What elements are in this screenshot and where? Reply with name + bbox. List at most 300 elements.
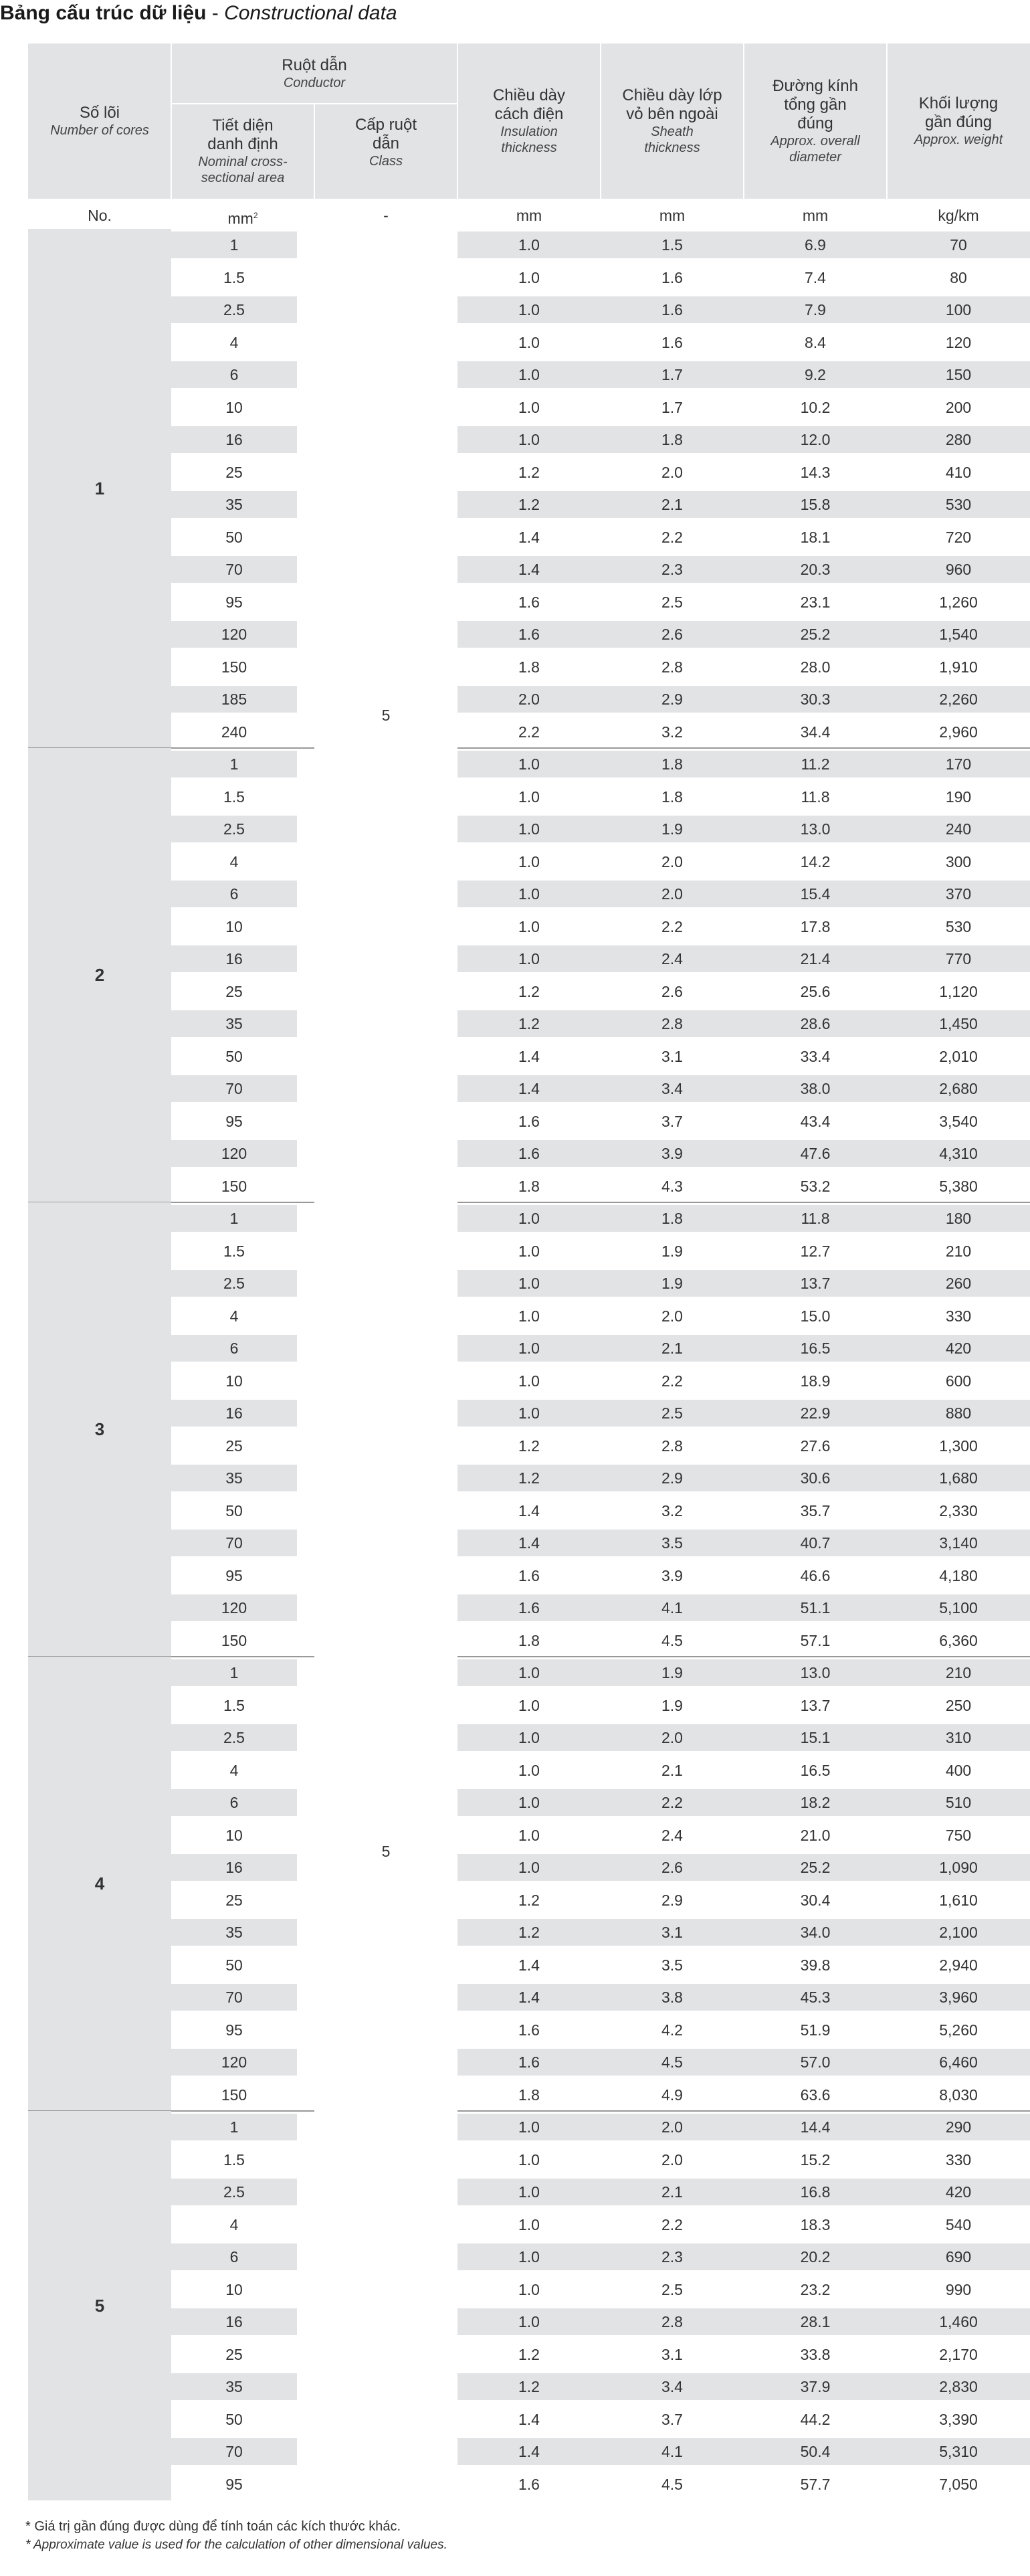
cell-sheath: 3.4: [661, 1080, 683, 1098]
cell-diameter: 20.3: [800, 561, 831, 579]
cell-insulation: 1.4: [518, 561, 540, 579]
conductor-class-label: 5: [381, 1843, 391, 1860]
cell-sheath: 3.1: [661, 1047, 683, 1065]
cell-diameter: 51.1: [800, 1599, 831, 1617]
cell-sheath: 3.5: [661, 1534, 683, 1552]
cell-area: 2.5: [223, 820, 245, 838]
cell-weight: 410: [945, 463, 972, 481]
cell-area: 25: [225, 463, 243, 481]
table-row: [28, 1303, 1030, 1329]
table-row: [28, 784, 1030, 810]
cell-sheath: 1.7: [661, 398, 683, 416]
cell-diameter: 15.4: [800, 885, 831, 903]
group-divider: [457, 1202, 1030, 1203]
cell-area: 50: [225, 1047, 243, 1065]
cell-sheath: 2.1: [661, 496, 683, 514]
table-row: [28, 2146, 1030, 2173]
header-divider: [314, 104, 315, 199]
cell-diameter: 16.5: [800, 1340, 831, 1358]
cell-diameter: 53.2: [800, 1177, 831, 1195]
cell-sheath: 3.5: [661, 1956, 683, 1974]
cell-diameter: 13.7: [800, 1696, 831, 1714]
cell-weight: 6,360: [939, 1631, 978, 1649]
cell-diameter: 47.6: [800, 1145, 831, 1163]
table-row: [28, 1757, 1030, 1784]
table-row: [28, 491, 1030, 518]
unit-area-text: mm: [227, 209, 253, 227]
cell-weight: 2,330: [939, 1501, 978, 1520]
cell-insulation: 1.0: [518, 1242, 540, 1260]
cell-weight: 3,140: [939, 1534, 978, 1552]
cell-insulation: 1.0: [518, 788, 540, 806]
title-english: Constructional data: [224, 2, 397, 24]
cell-area: 16: [225, 2313, 243, 2331]
cell-area: 10: [225, 917, 243, 935]
table-body: [28, 229, 1030, 2500]
table-row: [28, 2471, 1030, 2498]
cell-area: 6: [229, 1794, 239, 1812]
cell-sheath: 1.9: [661, 1664, 683, 1682]
cell-sheath: 3.1: [661, 1924, 683, 1942]
cell-weight: 200: [945, 398, 972, 416]
table-row: [28, 394, 1030, 421]
cell-insulation: 1.0: [518, 917, 540, 935]
group-divider: [457, 747, 1030, 749]
cell-weight: 210: [945, 1242, 972, 1260]
table-row: [28, 1140, 1030, 1167]
table-row: [28, 1952, 1030, 1979]
cell-area: 95: [225, 593, 243, 611]
table-row: [28, 426, 1030, 453]
table-row: [28, 361, 1030, 388]
cell-area: 6: [229, 366, 239, 384]
cell-sheath: 2.0: [661, 463, 683, 481]
cell-sheath: 2.6: [661, 626, 683, 644]
cell-area: 50: [225, 2410, 243, 2428]
cell-insulation: 1.4: [518, 1534, 540, 1552]
cell-weight: 4,180: [939, 1566, 978, 1584]
cell-weight: 280: [945, 431, 972, 449]
cell-sheath: 1.8: [661, 755, 683, 773]
cell-weight: 80: [950, 268, 967, 286]
cell-sheath: 1.5: [661, 236, 683, 254]
cell-diameter: 13.7: [800, 1275, 831, 1293]
cell-sheath: 1.9: [661, 820, 683, 838]
cell-diameter: 50.4: [800, 2443, 831, 2461]
table-row: [28, 2179, 1030, 2205]
table-row: [28, 1530, 1030, 1556]
header-sheath-en: Sheath thickness: [644, 124, 700, 155]
cell-area: 16: [225, 431, 243, 449]
unit-diameter: mm: [802, 207, 829, 224]
cell-area: 16: [225, 1859, 243, 1877]
cell-area: 10: [225, 398, 243, 416]
table-row: [28, 1270, 1030, 1297]
cell-insulation: 1.0: [518, 755, 540, 773]
cell-sheath: 3.2: [661, 1501, 683, 1520]
cell-insulation: 1.0: [518, 1794, 540, 1812]
cell-weight: 530: [945, 917, 972, 935]
cell-weight: 2,830: [939, 2378, 978, 2396]
cell-sheath: 2.9: [661, 1469, 683, 1487]
cell-sheath: 2.5: [661, 2280, 683, 2298]
cell-area: 1: [229, 755, 239, 773]
cell-diameter: 20.2: [800, 2248, 831, 2266]
cell-sheath: 1.7: [661, 366, 683, 384]
cell-weight: 5,100: [939, 1599, 978, 1617]
table-row: [28, 816, 1030, 842]
cell-area: 1.5: [223, 2150, 245, 2169]
cell-insulation: 1.6: [518, 593, 540, 611]
cell-weight: 750: [945, 1826, 972, 1844]
table-row: [28, 2276, 1030, 2303]
cell-insulation: 1.0: [518, 2248, 540, 2266]
cell-area: 70: [225, 1989, 243, 2007]
cell-diameter: 16.8: [800, 2183, 831, 2201]
cell-insulation: 1.0: [518, 820, 540, 838]
cell-sheath: 3.8: [661, 1989, 683, 2007]
cell-weight: 690: [945, 2248, 972, 2266]
cell-area: 2.5: [223, 301, 245, 319]
cell-weight: 3,540: [939, 1112, 978, 1130]
cell-area: 16: [225, 1404, 243, 1422]
cell-area: 10: [225, 2280, 243, 2298]
unit-insulation: mm: [516, 207, 542, 224]
cell-diameter: 23.1: [800, 593, 831, 611]
cell-weight: 300: [945, 852, 972, 870]
cell-sheath: 1.8: [661, 431, 683, 449]
cell-sheath: 4.1: [661, 2443, 683, 2461]
cell-weight: 400: [945, 1761, 972, 1779]
cell-sheath: 2.8: [661, 2313, 683, 2331]
cell-area: 1: [229, 236, 239, 254]
cell-area: 70: [225, 1080, 243, 1098]
table-row: [28, 848, 1030, 875]
cell-sheath: 2.2: [661, 2215, 683, 2233]
table-row: [28, 719, 1030, 745]
table-row: [28, 329, 1030, 356]
cell-sheath: 4.9: [661, 2086, 683, 2104]
cell-area: 35: [225, 1924, 243, 1942]
cell-diameter: 15.2: [800, 2150, 831, 2169]
cell-area: 10: [225, 1372, 243, 1390]
cell-insulation: 1.6: [518, 1599, 540, 1617]
cell-sheath: 2.2: [661, 528, 683, 546]
cell-area: 120: [221, 626, 247, 644]
cell-sheath: 2.0: [661, 885, 683, 903]
cell-diameter: 17.8: [800, 917, 831, 935]
cell-area: 150: [221, 2086, 247, 2104]
cell-sheath: 2.0: [661, 1307, 683, 1325]
cell-sheath: 2.4: [661, 950, 683, 968]
cell-sheath: 4.3: [661, 1177, 683, 1195]
cell-sheath: 4.2: [661, 2021, 683, 2039]
cell-diameter: 44.2: [800, 2410, 831, 2428]
cell-sheath: 2.8: [661, 658, 683, 676]
header-conductor-vi: Ruột dẫn: [282, 56, 347, 74]
cell-diameter: 57.0: [800, 2053, 831, 2072]
cell-insulation: 1.6: [518, 2475, 540, 2493]
cell-area: 120: [221, 1145, 247, 1163]
cell-weight: 1,450: [939, 1015, 978, 1033]
cell-weight: 2,680: [939, 1080, 978, 1098]
cell-diameter: 12.0: [800, 431, 831, 449]
cell-area: 150: [221, 1177, 247, 1195]
cell-sheath: 2.3: [661, 561, 683, 579]
cell-sheath: 3.9: [661, 1566, 683, 1584]
cell-insulation: 1.2: [518, 1469, 540, 1487]
unit-area: [171, 202, 314, 229]
cell-weight: 70: [950, 236, 967, 254]
cell-diameter: 40.7: [800, 1534, 831, 1552]
unit-weight: kg/km: [938, 207, 979, 224]
cell-sheath: 2.6: [661, 982, 683, 1000]
cell-weight: 260: [945, 1275, 972, 1293]
table-row: [28, 1789, 1030, 1816]
table-row: [28, 2211, 1030, 2238]
cell-insulation: 1.0: [518, 431, 540, 449]
table-row: [28, 589, 1030, 616]
cell-weight: 5,380: [939, 1177, 978, 1195]
cell-insulation: 2.0: [518, 691, 540, 709]
cell-area: 70: [225, 2443, 243, 2461]
header-cores: [28, 43, 171, 199]
cell-insulation: 1.0: [518, 2150, 540, 2169]
cell-weight: 330: [945, 2150, 972, 2169]
table-row: [28, 1335, 1030, 1362]
cell-diameter: 14.2: [800, 852, 831, 870]
table-row: [28, 686, 1030, 713]
cell-insulation: 1.2: [518, 1015, 540, 1033]
cell-diameter: 28.0: [800, 658, 831, 676]
cell-diameter: 30.3: [800, 691, 831, 709]
unit-area-sup: 2: [253, 211, 258, 220]
table-row: [28, 2438, 1030, 2465]
cell-insulation: 1.0: [518, 2183, 540, 2201]
cell-sheath: 2.2: [661, 1794, 683, 1812]
cell-weight: 210: [945, 1664, 972, 1682]
cell-area: 95: [225, 1566, 243, 1584]
cell-weight: 540: [945, 2215, 972, 2233]
cell-area: 1.5: [223, 788, 245, 806]
cell-insulation: 1.0: [518, 1826, 540, 1844]
cell-insulation: 1.8: [518, 1631, 540, 1649]
cell-weight: 1,910: [939, 658, 978, 676]
cell-insulation: 1.0: [518, 1729, 540, 1747]
core-count-label: 4: [94, 1873, 105, 1894]
cell-insulation: 1.0: [518, 366, 540, 384]
cell-diameter: 18.2: [800, 1794, 831, 1812]
cell-diameter: 25.6: [800, 982, 831, 1000]
header-insulation: [457, 43, 601, 199]
cell-weight: 370: [945, 885, 972, 903]
cell-area: 50: [225, 1956, 243, 1974]
cell-diameter: 27.6: [800, 1437, 831, 1455]
table-row: [28, 1108, 1030, 1135]
cell-weight: 2,960: [939, 723, 978, 741]
cell-diameter: 13.0: [800, 820, 831, 838]
cell-area: 6: [229, 885, 239, 903]
cell-sheath: 2.9: [661, 1891, 683, 1909]
cell-sheath: 3.4: [661, 2378, 683, 2396]
cell-insulation: 1.4: [518, 1080, 540, 1098]
cell-insulation: 1.6: [518, 626, 540, 644]
table-row: [28, 264, 1030, 291]
header-weight: [887, 43, 1030, 199]
table-row: [28, 2049, 1030, 2076]
cell-area: 185: [221, 691, 247, 709]
unit-cores: No.: [88, 207, 112, 224]
cell-weight: 180: [945, 1210, 972, 1228]
cell-sheath: 2.0: [661, 852, 683, 870]
table-row: [28, 1562, 1030, 1589]
cell-area: 25: [225, 982, 243, 1000]
group-divider: [457, 2110, 1030, 2112]
cell-insulation: 1.8: [518, 658, 540, 676]
footnote-vietnamese: * Giá trị gần đúng được dùng để tính toán các kích thước khác.: [25, 2519, 401, 2534]
cell-area: 120: [221, 2053, 247, 2072]
cell-insulation: 1.0: [518, 1372, 540, 1390]
cell-area: 25: [225, 2345, 243, 2363]
cell-area: 50: [225, 528, 243, 546]
table-row: [28, 2406, 1030, 2433]
table-row: [28, 654, 1030, 680]
cell-area: 150: [221, 658, 247, 676]
cell-weight: 1,680: [939, 1469, 978, 1487]
cell-sheath: 1.8: [661, 788, 683, 806]
cell-area: 2.5: [223, 2183, 245, 2201]
cell-diameter: 39.8: [800, 1956, 831, 1974]
table-row: [28, 1594, 1030, 1621]
table-row: [28, 881, 1030, 907]
footnote-english: * Approximate value is used for the calculation of other dimensional values.: [25, 2538, 447, 2552]
cell-area: 1: [229, 1210, 239, 1228]
cell-weight: 3,390: [939, 2410, 978, 2428]
cell-insulation: 1.0: [518, 2215, 540, 2233]
cell-weight: 310: [945, 1729, 972, 1747]
cell-sheath: 2.6: [661, 1859, 683, 1877]
table-row: [28, 913, 1030, 940]
cell-sheath: 3.9: [661, 1145, 683, 1163]
cell-weight: 3,960: [939, 1989, 978, 2007]
cell-area: 1: [229, 1664, 239, 1682]
cell-area: 4: [229, 852, 239, 870]
cell-weight: 4,310: [939, 1145, 978, 1163]
cell-insulation: 1.8: [518, 1177, 540, 1195]
cell-diameter: 14.4: [800, 2118, 831, 2136]
group-divider: [457, 1656, 1030, 1657]
cell-insulation: 1.0: [518, 1404, 540, 1422]
cell-insulation: 1.0: [518, 236, 540, 254]
cell-diameter: 28.1: [800, 2313, 831, 2331]
table-row: [28, 1368, 1030, 1394]
header-insulation-en: Insulation thickness: [500, 124, 558, 155]
cell-area: 35: [225, 1469, 243, 1487]
cell-insulation: 1.6: [518, 1145, 540, 1163]
cell-sheath: 3.7: [661, 2410, 683, 2428]
header-sheath: [601, 43, 744, 199]
table-row: [28, 1919, 1030, 1946]
cell-sheath: 2.8: [661, 1437, 683, 1455]
header-weight-vi: Khối lượng gần đúng: [918, 94, 999, 131]
header-divider: [600, 43, 601, 199]
cell-area: 2.5: [223, 1275, 245, 1293]
cell-diameter: 25.2: [800, 626, 831, 644]
core-count-label: 1: [94, 478, 105, 498]
table-row: [28, 1822, 1030, 1849]
cell-diameter: 8.4: [805, 333, 826, 351]
cell-area: 35: [225, 2378, 243, 2396]
table-row: [28, 1724, 1030, 1751]
cell-diameter: 45.3: [800, 1989, 831, 2007]
cell-insulation: 1.6: [518, 1566, 540, 1584]
table-row: [28, 1465, 1030, 1491]
cell-diameter: 25.2: [800, 1859, 831, 1877]
cell-diameter: 18.1: [800, 528, 831, 546]
cell-area: 35: [225, 496, 243, 514]
cell-area: 10: [225, 1826, 243, 1844]
cell-insulation: 1.0: [518, 2118, 540, 2136]
core-count-label: 2: [94, 965, 105, 985]
cell-weight: 1,120: [939, 982, 978, 1000]
cell-diameter: 9.2: [805, 366, 826, 384]
header-area-en: Nominal cross-sectional area: [198, 155, 288, 185]
cell-insulation: 1.2: [518, 2345, 540, 2363]
cell-sheath: 2.3: [661, 2248, 683, 2266]
cell-insulation: 1.2: [518, 982, 540, 1000]
table-row: [28, 1659, 1030, 1686]
cell-weight: 2,940: [939, 1956, 978, 1974]
cell-sheath: 2.9: [661, 691, 683, 709]
cell-area: 4: [229, 333, 239, 351]
header-area: [171, 104, 314, 199]
cell-sheath: 2.0: [661, 2118, 683, 2136]
cell-diameter: 21.0: [800, 1826, 831, 1844]
cell-sheath: 2.0: [661, 2150, 683, 2169]
header-cores-en: Number of cores: [50, 123, 149, 138]
table-row: [28, 524, 1030, 551]
unit-sheath: mm: [659, 207, 686, 224]
header-class-en: Class: [369, 154, 403, 169]
cell-weight: 880: [945, 1404, 972, 1422]
cell-diameter: 43.4: [800, 1112, 831, 1130]
cell-area: 16: [225, 950, 243, 968]
table-row: [28, 978, 1030, 1005]
core-count-label: 3: [94, 1419, 105, 1439]
table-row: [28, 1205, 1030, 1232]
cell-area: 4: [229, 1761, 239, 1779]
cell-area: 70: [225, 561, 243, 579]
table-header: [28, 43, 1030, 199]
cell-insulation: 1.0: [518, 1664, 540, 1682]
cell-area: 35: [225, 1015, 243, 1033]
cell-diameter: 15.8: [800, 496, 831, 514]
footnotes: [25, 2517, 962, 2555]
cell-weight: 1,540: [939, 626, 978, 644]
header-weight-en: Approx. weight: [914, 132, 1003, 147]
cell-sheath: 3.2: [661, 723, 683, 741]
cell-insulation: 1.2: [518, 1891, 540, 1909]
cell-insulation: 1.0: [518, 1307, 540, 1325]
cell-diameter: 14.3: [800, 463, 831, 481]
header-class-vi: Cấp ruột dẫn: [354, 116, 417, 153]
cell-weight: 1,090: [939, 1859, 978, 1877]
header-cores-vi: Số lõi: [79, 104, 120, 122]
header-diameter: [744, 43, 887, 199]
cell-sheath: 1.6: [661, 301, 683, 319]
cell-area: 1: [229, 2118, 239, 2136]
title-vietnamese: Bảng cấu trúc dữ liệu: [0, 2, 207, 24]
